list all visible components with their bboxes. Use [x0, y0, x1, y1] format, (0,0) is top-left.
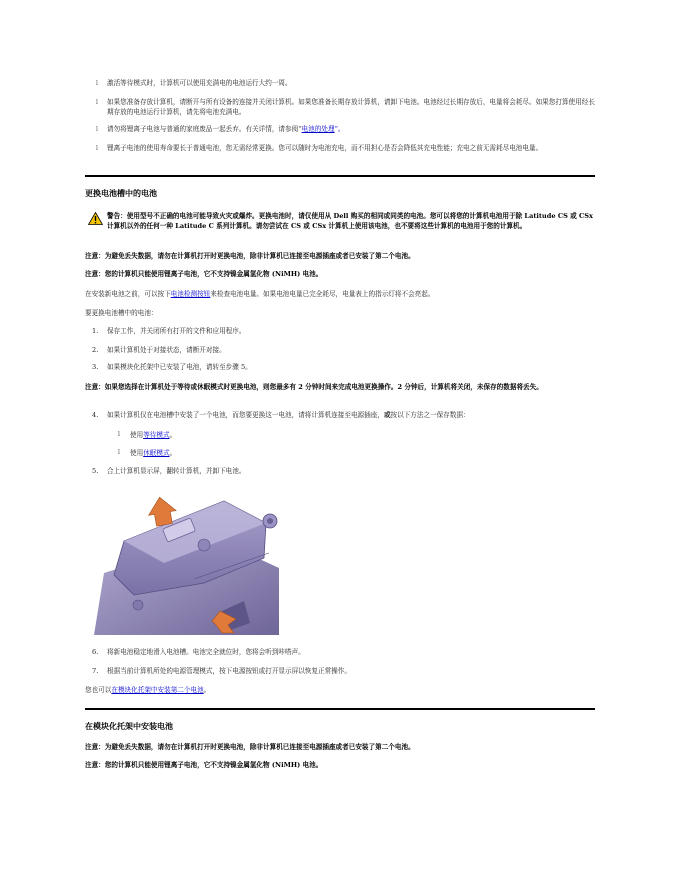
sub-item — [118, 430, 177, 440]
list-item-text: 如果您准备存放计算机，请断开与所有设备的连接并关闭计算机。如果您准备长期存放计算机，请卸下电池。电池经过长期存放后，电量将会耗尽。如果您打算使用经长期存放的电池运行计算机，请先将电池充满电。 — [107, 98, 595, 116]
section-divider — [85, 175, 595, 177]
paragraph: 要更换电池槽中的电池： — [85, 309, 158, 317]
step-text-end: 按以下方法之一保存数据： — [390, 411, 470, 419]
standby-mode-link[interactable]: 等待模式 — [143, 431, 170, 439]
paragraph — [85, 685, 595, 695]
list-item-text: 锂离子电池的使用寿命要长于普通电池，您无需经常更换。您可以随时为电池充电，而不用担心是否会降低其充电性能；充电之前无需耗尽电池电量。 — [107, 144, 543, 152]
step-text: 如果计算机仅在电池槽中安装了一个电池，而您要更换这一电池，请将计算机连接至电源插座， — [107, 411, 384, 419]
bullet-icon: l — [96, 99, 98, 106]
list-item-text-end: ”。 — [334, 125, 345, 133]
sub-item-text-end: 。 — [169, 449, 177, 457]
list-item-text: 请勿将锂离子电池与普通的家庭废品一起丢弃。有关详情，请参阅“ — [107, 125, 302, 133]
list-item-text: 激活等待模式时，计算机可以使用充满电的电池运行大约一周。 — [107, 79, 292, 87]
note-battery-type: 注意：您的计算机只能使用锂离子电池，它不支持镍金属氢化物 (NiMH) 电池。 — [85, 270, 323, 278]
section-title: 在模块化托架中安装电池 — [85, 722, 173, 731]
step-number: 7. — [92, 667, 99, 675]
paragraph-text-end: 。 — [203, 686, 211, 694]
note-standby-time: 注意：如果您选择在计算机处于等待或休眠模式时更换电池，则您最多有 2 分钟时间来完成电池更换操作。2 分钟后，计算机将关闭，未保存的数据将丢失。 — [85, 383, 543, 391]
bullet-icon: l — [96, 126, 98, 133]
paragraph-text-end: 来检查电池电量。如果电池电量已完全耗尽，电量表上的指示灯将不会亮起。 — [210, 290, 435, 298]
step-number: 2. — [92, 346, 99, 354]
bullet-icon: l — [118, 431, 120, 438]
battery-removal-illustration — [94, 483, 279, 635]
step-number: 6. — [92, 648, 99, 656]
bullet-icon: l — [118, 449, 120, 456]
note-battery-type: 注意：您的计算机只能使用锂离子电池，它不支持镍金属氢化物 (NiMH) 电池。 — [85, 761, 323, 769]
bullet-icon: l — [96, 80, 98, 87]
step-text: 将新电池稳定地滑入电池槽。电池完全就位时，您将会听到咔嗒声。 — [107, 648, 305, 656]
step-text-emphasis: 或 — [383, 411, 391, 419]
list-item — [96, 144, 595, 154]
note-data-loss: 注意：为避免丢失数据，请勿在计算机打开时更换电池，除非计算机已连接至电源插座或者已安装了第二个电池。 — [85, 252, 415, 260]
sub-item-text-end: 。 — [169, 431, 177, 439]
install-second-battery-link[interactable]: 在模块化托架中安装第二个电池 — [111, 686, 204, 694]
step-item — [92, 666, 595, 676]
step-text: 合上计算机显示屏，翻转计算机，并卸下电池。 — [107, 467, 246, 475]
paragraph-text: 在安装新电池之前，可以按下 — [85, 290, 171, 298]
step-number: 4. — [92, 411, 99, 419]
battery-disposal-link[interactable]: 电池的处理 — [301, 125, 335, 133]
step-number: 5. — [92, 467, 99, 475]
list-item — [96, 125, 595, 135]
warning-text: 警告：使用型号不正确的电池可能导致火灾或爆炸。更换电池时，请仅使用从 Dell 购买的相同或同类的电池。您可以将您的计算机电池用于除 Latitude CS 或 CSx 计算机以外的任何一种 Latitude C 系列计算机。请勿尝试在 CS 或 CSx 计算机上使用该电池，也不要将这些计算机的电池用于您的计算机。 — [107, 212, 593, 230]
step-item — [92, 326, 595, 336]
list-item — [96, 98, 595, 117]
list-item — [96, 79, 595, 89]
battery-check-button-link[interactable]: 电池检测按钮 — [170, 290, 211, 298]
sub-item — [118, 448, 177, 458]
step-item — [92, 345, 595, 355]
step-item — [92, 466, 595, 476]
step-number: 3. — [92, 363, 99, 371]
paragraph — [85, 289, 595, 299]
sub-item-text: 使用 — [130, 449, 144, 457]
step-text: 如果计算机处于对接状态，请断开对接。 — [107, 346, 226, 354]
step-item — [92, 410, 595, 420]
step-text: 保存工作，并关闭所有打开的文件和应用程序。 — [107, 327, 246, 335]
paragraph-text: 您也可以 — [85, 686, 112, 694]
section-divider — [85, 708, 595, 710]
step-item — [92, 647, 595, 657]
hibernate-mode-link[interactable]: 休眠模式 — [143, 449, 170, 457]
step-number: 1. — [92, 327, 99, 335]
step-item — [92, 362, 595, 372]
sub-item-text: 使用 — [130, 431, 144, 439]
section-title: 更换电池槽中的电池 — [85, 189, 157, 198]
screw-center — [267, 518, 273, 524]
base-screw — [133, 600, 143, 610]
battery-hole — [198, 539, 210, 551]
step-text: 如果模块化托架中已安装了电池，请转至步骤 5。 — [107, 363, 252, 371]
bullet-icon: l — [96, 145, 98, 152]
step-text: 根据当前计算机所处的电源管理模式，按下电源按钮或打开显示屏以恢复正常操作。 — [107, 667, 351, 675]
warning-triangle-icon — [88, 212, 103, 225]
note-data-loss: 注意：为避免丢失数据，请勿在计算机打开时更换电池，除非计算机已连接至电源插座或者已安装了第二个电池。 — [85, 743, 415, 751]
